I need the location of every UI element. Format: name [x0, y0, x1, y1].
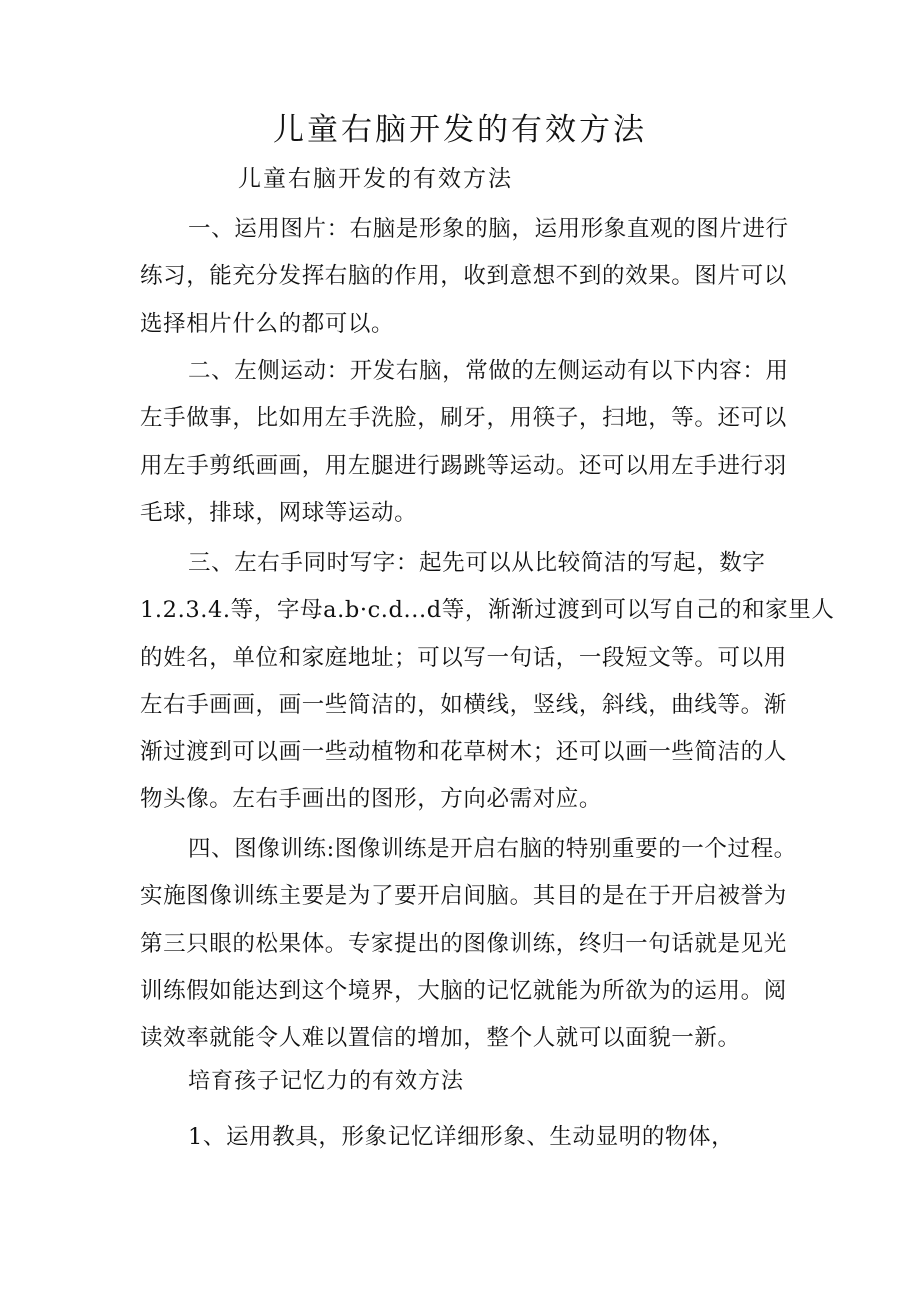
- paragraph-2-line-1: 二、左侧运动：开发右脑，常做的左侧运动有以下内容：用: [188, 358, 789, 384]
- paragraph-4: [140, 826, 797, 1062]
- paragraph-1-line-3: 选择相片什么的都可以。: [140, 310, 395, 337]
- section-heading: 培育孩子记忆力的有效方法: [188, 1069, 465, 1094]
- paragraph-2-line-2: 左手做事，比如用左手洗脸，刷牙，用筷子，扫地，等。还可以: [140, 405, 787, 432]
- document-subtitle: 儿童右脑开发的有效方法: [238, 166, 513, 192]
- paragraph-4-line-1: 四、图像训练:图像训练是开启右脑的特别重要的一个过程。: [188, 836, 797, 862]
- paragraph-4-line-4: 训练假如能达到这个境界，大脑的记忆就能为所欲为的运用。阅: [140, 977, 787, 1004]
- paragraph-1: [140, 206, 789, 348]
- paragraph-3-line-3: 的姓名，单位和家庭地址；可以写一句话，一段短文等。可以用: [140, 644, 787, 671]
- paragraph-3-line-5: 渐过渡到可以画一些动植物和花草树木；还可以画一些简洁的人: [140, 739, 787, 766]
- paragraph-4-line-5: 读效率就能令人难以置信的增加，整个人就可以面貌一新。: [140, 1025, 741, 1052]
- paragraph-4-line-2: 实施图像训练主要是为了要开启间脑。其目的是在于开启被誉为: [140, 883, 787, 910]
- paragraph-3-line-4: 左右手画画，画一些简洁的，如横线，竖线，斜线，曲线等。渐: [140, 691, 787, 718]
- paragraph-2: [140, 348, 789, 537]
- paragraph-1-line-2: 练习，能充分发挥右脑的作用，收到意想不到的效果。图片可以: [140, 263, 787, 290]
- paragraph-3-line-6: 物头像。左右手画出的图形，方向必需对应。: [140, 786, 603, 813]
- paragraph-5: [140, 1114, 785, 1161]
- document-title: 儿童右脑开发的有效方法: [273, 112, 647, 148]
- paragraph-5-line-1: 1、运用教具，形象记忆详细形象、生动显明的物体，: [188, 1124, 735, 1150]
- paragraph-3: [140, 540, 835, 824]
- paragraph-2-line-4: 毛球，排球，网球等运动。: [140, 499, 418, 526]
- paragraph-3-line-2: 1.2.3.4.等，字母a.b·c.d...d等，渐渐过渡到可以写自己的和家里人: [140, 597, 835, 624]
- paragraph-1-line-1: 一、运用图片：右脑是形象的脑，运用形象直观的图片进行: [188, 216, 789, 242]
- paragraph-2-line-3: 用左手剪纸画画，用左腿进行踢跳等运动。还可以用左手进行羽: [140, 452, 787, 479]
- paragraph-4-line-3: 第三只眼的松果体。专家提出的图像训练，终归一句话就是见光: [140, 930, 787, 957]
- paragraph-3-line-1: 三、左右手同时写字：起先可以从比较简洁的写起，数字: [188, 550, 766, 576]
